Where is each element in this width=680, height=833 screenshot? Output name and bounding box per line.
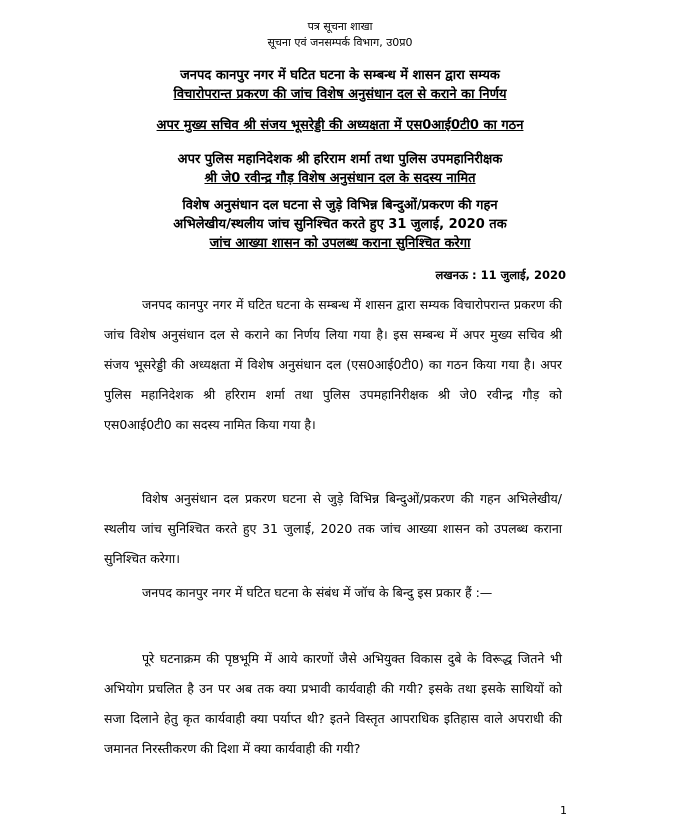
paragraph-1: [104, 290, 562, 440]
department-name: सूचना एवं जनसम्पर्क विभाग, उ0प्र0: [267, 36, 413, 49]
paragraph-3-text: जनपद कानपुर नगर में घटित घटना के संबंध में जॉच के बिन्दु इस प्रकार हैं :—: [142, 585, 493, 600]
headline-2: अपर मुख्य सचिव श्री संजय भूसरेड्डी की अध्यक्षता में एस0आई0टी0 का गठन: [156, 118, 524, 133]
headline-4: [70, 196, 610, 253]
paragraph-1-text: जनपद कानपुर नगर में घटित घटना के सम्बन्ध में शासन द्वारा सम्यक विचारोपरान्त प्रकरण की जांच विशेष अनुसंधान दल से कराने का निर्णय लिया गया है। इस सम्बन्ध में अपर मुख्य सचिव श्री संजय भूसरेड्डी की अध्यक्षता में विशेष अनुसंधान दल (एस0आई0टी0) का गठन किया गया है। अपर पुलिस महानिदेशक श्री हरिराम शर्मा तथा पुलिस उपमहानिरीक्षक श्री जे0 रवीन्द्र गौड़ को एस0आई0टी0 का सदस्य नामित किया गया है।: [104, 297, 562, 432]
office-name: पत्र सूचना शाखा: [307, 20, 373, 33]
headline-3-line-2: श्री जे0 रवीन्द्र गौड़ विशेष अनुसंधान दल के सदस्य नामित: [204, 171, 476, 186]
headline-1-line-2: विचारोपरान्त प्रकरण की जांच विशेष अनुसंधान दल से कराने का निर्णय: [173, 87, 507, 102]
paragraph-4-text: पूरे घटनाक्रम की पृष्ठभूमि में आये कारणों जैसे अभियुक्त विकास दुबे के विरूद्ध जितने भी अभियोग प्रचलित है उन पर अब तक क्या प्रभावी कार्यवाही की गयी? इसके तथा इसके साथियों को सजा दिलाने हेतु कृत कार्यवाही क्या पर्याप्त थी? इतने विस्तृत आपराधिक इतिहास वाले अपराधी की जमानत निरस्तीकरण की दिशा में क्या कार्यवाही की गयी?: [104, 651, 562, 756]
page-number: 1: [560, 804, 567, 817]
dateline: लखनऊ : 11 जुलाई, 2020: [435, 268, 566, 282]
headline-1: [70, 66, 610, 104]
paragraph-2: [104, 484, 562, 574]
headline-1-line-1: जनपद कानपुर नगर में घटित घटना के सम्बन्ध में शासन द्वारा सम्यक: [180, 68, 500, 83]
headline-4-line-2: अभिलेखीय/स्थलीय जांच सुनिश्चित करते हुए 31 जुलाई, 2020 तक: [173, 217, 507, 232]
headline-4-line-3: जांच आख्या शासन को उपलब्ध कराना सुनिश्चित करेगा: [209, 236, 471, 251]
headline-3: [70, 150, 610, 188]
headline-3-line-1: अपर पुलिस महानिदेशक श्री हरिराम शर्मा तथा पुलिस उपमहानिरीक्षक: [177, 152, 503, 167]
paragraph-2-text: विशेष अनुसंधान दल प्रकरण घटना से जुड़े विभिन्न बिन्दुओं/प्रकरण की गहन अभिलेखीय/स्थलीय जांच सुनिश्चित करते हुए 31 जुलाई, 2020 तक जांच आख्या शासन को उपलब्ध कराना सुनिश्चित करेगा।: [104, 491, 562, 566]
paragraph-4: [104, 644, 562, 764]
headline-4-line-1: विशेष अनुसंधान दल घटना से जुड़े विभिन्न बिन्दुओं/प्रकरण की गहन: [182, 198, 498, 213]
paragraph-3: [104, 578, 562, 608]
